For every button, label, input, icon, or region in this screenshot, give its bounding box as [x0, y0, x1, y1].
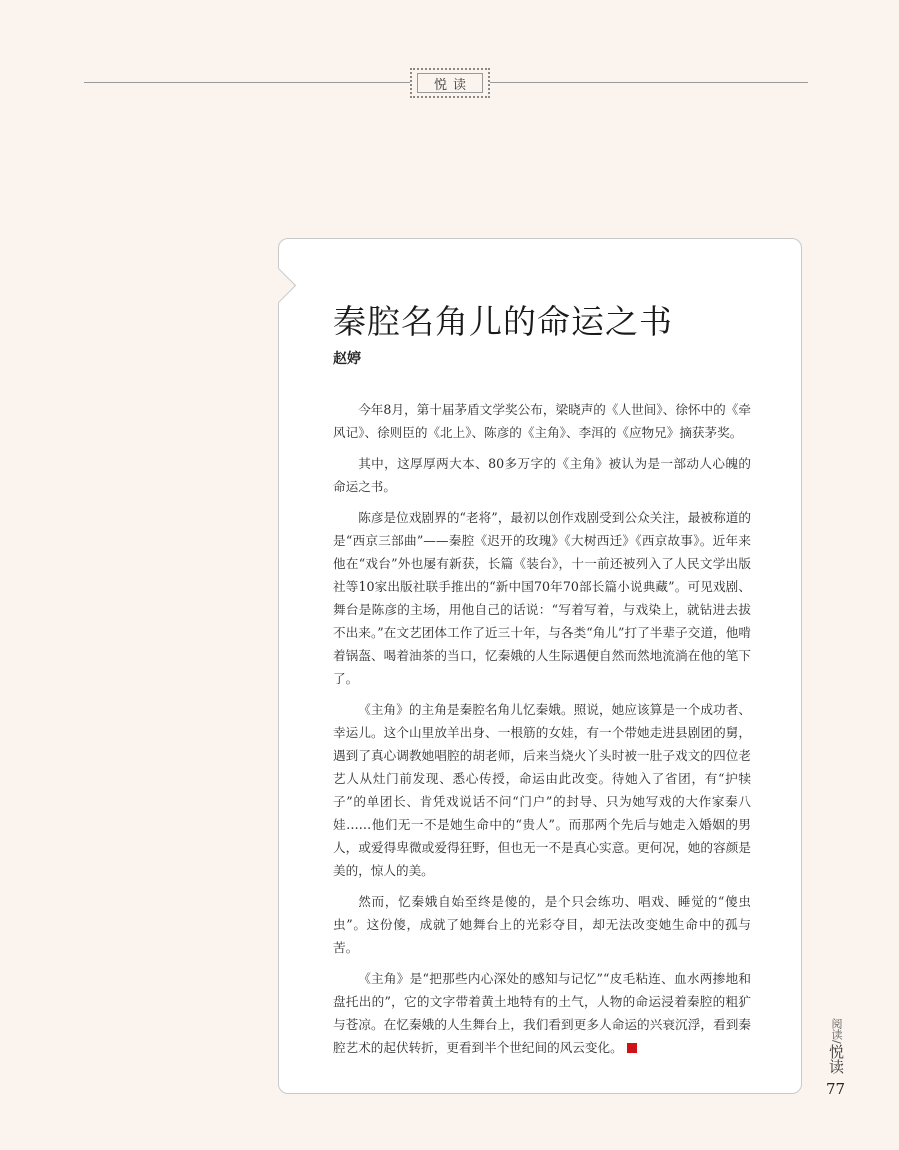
card-notch — [261, 268, 296, 303]
section-tag-label: 悦读 — [417, 73, 483, 93]
paragraph-text: 《主角》是“把那些内心深处的感知与记忆”“皮毛粘连、血水两掺地和盘托出的”，它的文字带着黄土地特有的土气，人物的命运浸着秦腔的粗犷与苍凉。在忆秦娥的人生舞台上，我们看到更多人命运的兴衰沉浮，看到秦腔艺术的起伏转折，更看到半个世纪间的风云变化。 — [333, 971, 751, 1055]
section-tag — [410, 68, 490, 98]
journal-name-big: 悦读 — [827, 1043, 845, 1074]
article-body — [333, 398, 751, 1067]
header-rule-right — [490, 82, 808, 83]
paragraph-last — [333, 967, 751, 1059]
paragraph: 今年8月，第十届茅盾文学奖公布，梁晓声的《人世间》、徐怀中的《牵风记》、徐则臣的《北上》、陈彦的《主角》、李洱的《应物兄》摘获茅奖。 — [333, 402, 751, 440]
paragraph: 其中，这厚厚两大本、80多万字的《主角》被认为是一部动人心魄的命运之书。 — [333, 456, 751, 494]
paragraph: 然而，忆秦娥自始至终是傻的，是个只会练功、唱戏、睡觉的“傻虫虫”。这份傻，成就了她舞台上的光彩夺目，却无法改变她生命中的孤与苦。 — [333, 894, 751, 955]
paragraph: 《主角》的主角是秦腔名角儿忆秦娥。照说，她应该算是一个成功者、幸运儿。这个山里放羊出身、一根筋的女娃，有一个带她走进县剧团的舅，遇到了真心调教她唱腔的胡老师，后来当烧火丫头时被一肚子戏文的四位老艺人从灶门前发现、悉心传授，命运由此改变。待她入了省团，有“护犊子”的单团长、肯凭戏说话不问“门户”的封导、只为她写戏的大作家秦八娃……他们无一不是她生命中的“贵人”。而那两个先后与她走入婚姻的男人，或爱得卑微或爱得狂野，但也无一不是真心实意。更何况，她的容颜是美的，惊人的美。 — [333, 702, 751, 878]
article-author: 赵婷 — [333, 351, 361, 367]
paragraph: 陈彦是位戏剧界的“老将”，最初以创作戏剧受到公众关注，最被称道的是“西京三部曲”——秦腔《迟开的玫瑰》《大树西迁》《西京故事》。近年来他在“戏台”外也屡有新获，长篇《装台》，十一前还被列入了人民文学出版社等10家出版社联手推出的“新中国70年70部长篇小说典藏”。可见戏剧、舞台是陈彦的主场，用他自己的话说：“写着写着，与戏染上，就钻进去拔不出来。”在文艺团体工作了近三十年，与各类“角儿”打了半辈子交道，他啃着锅盔、喝着油茶的当口，忆秦娥的人生际遇便自然而然地流淌在他的笔下了。 — [333, 510, 751, 686]
header-rule-left — [84, 82, 410, 83]
page-number: 77 — [826, 1080, 846, 1098]
journal-name-small: 阅读 — [830, 1018, 843, 1040]
end-mark-icon — [627, 1043, 637, 1053]
journal-name: 阅读/悦读 — [827, 1018, 845, 1074]
article-title: 秦腔名角儿的命运之书 — [333, 302, 673, 341]
